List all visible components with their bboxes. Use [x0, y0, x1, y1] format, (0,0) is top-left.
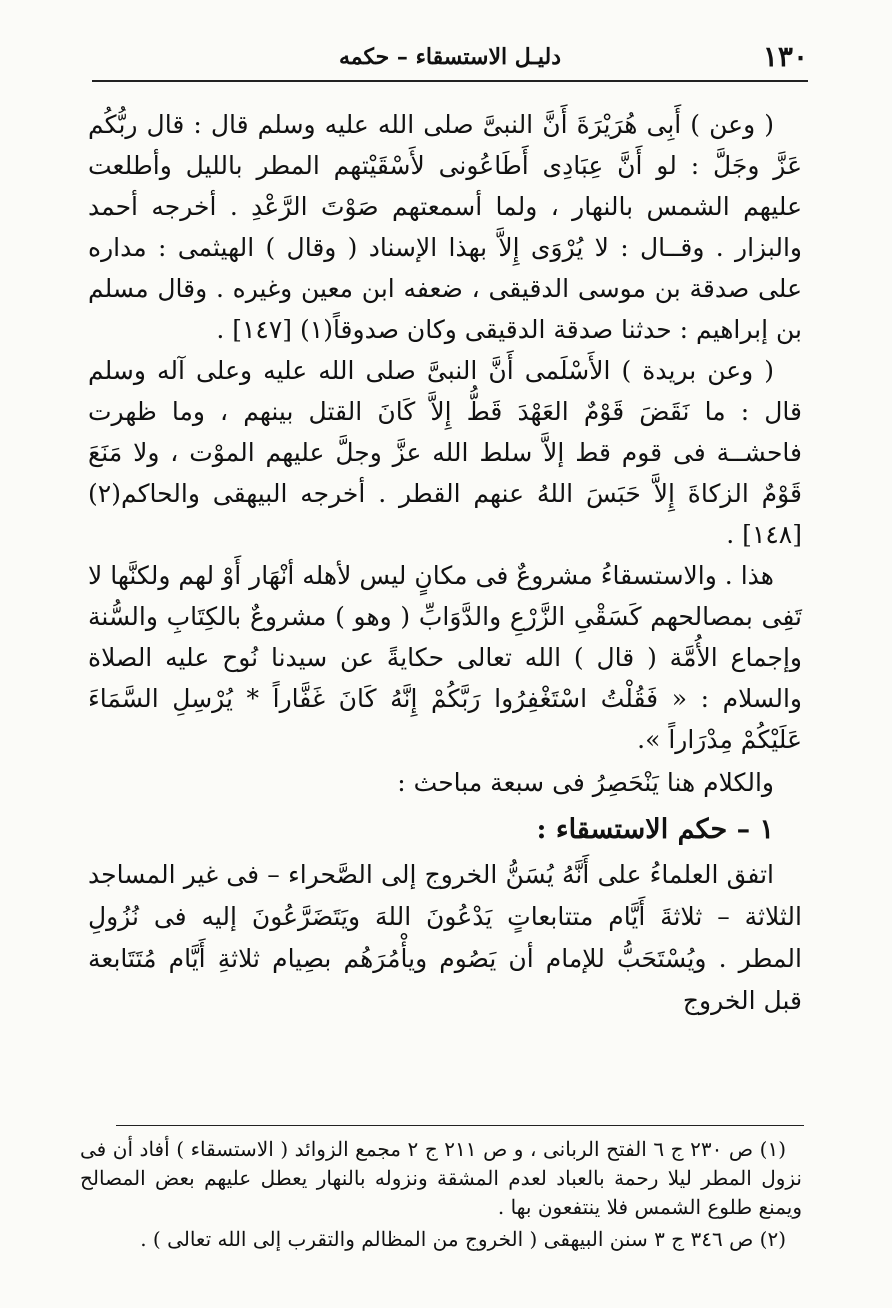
- section-heading-ruling: ١ – حكم الاستسقاء :: [536, 814, 774, 845]
- seven-topics-intro: والكلام هنا يَنْحَصِرُ فى سبعة مباحث :: [397, 768, 774, 797]
- footnote-divider: [116, 1125, 804, 1126]
- header-divider: [92, 80, 808, 82]
- running-title: دليـل الاستسقاء – حكمه: [338, 44, 562, 70]
- footnote-2: (٢) ص ٣٤٦ ج ٣ سنن البيهقى ( الخروج من المظالم والتقرب إلى الله تعالى ) .: [140, 1227, 786, 1251]
- paragraph-buraydah: ( وعن بريدة ) الأَسْلَمى أَنَّ النبىَّ صلى الله عليه وعلى آله وسلم قال : ما نَقَضَ قَوْمٌ العَهْدَ قَطُّ إِلاَّ كَانَ القتل بينهم ، وما ظهرت فاحشــة فى قوم قط إلاَّ سلط الله عزَّ وجلَّ عليهم الموْت ، ولا مَنَعَ قَوْمٌ الزكاةَ إِلاَّ حَبَسَ اللهُ عنهم القطر . أخرجه البيهقى والحاكم(٢) [١٤٨] .: [88, 356, 802, 549]
- paragraph-istisqa-legitimacy: هذا . والاستسقاءُ مشروعٌ فى مكانٍ ليس لأهله أنْهَار أَوْ لهم ولكنَّها لا تَفِى بمصالحهم كَسَقْىِ الزَّرْعِ والدَّوَابِّ ( وهو ) مشروعٌ بالكِتَابِ والسُّنة وإجماع الأُمَّة ( قال ) الله تعالى حكايةً عن سيدنا نُوح عليه الصلاة والسلام : « فَقُلْتُ اسْتَغْفِرُوا رَبَّكُمْ إِنَّهُ كَانَ غَفَّاراً * يُرْسِلِ السَّمَاءَ عَلَيْكُمْ مِدْرَاراً ».: [88, 561, 802, 754]
- footnotes: [80, 1135, 802, 1254]
- section-paragraph-ruling: اتفق العلماءُ على أَنَّهُ يُسَنُّ الخروج إلى الصَّحراء – فى غير المساجد الثلاثة – ثلاثةَ أَيَّام متتابعاتٍ يَدْعُونَ اللهَ ويَتَضَرَّعُونَ إليه فى نُزُولِ المطر . ويُسْتَحَبُّ للإمام أن يَصُوم ويأْمُرَهُم بصِيام ثلاثةِ أَيَّام مُتَتَابعة قبل الخروج: [88, 860, 802, 1015]
- main-text: [88, 104, 802, 1022]
- footnote-1: (١) ص ٢٣٠ ج ٦ الفتح الربانى ، و ص ٢١١ ج ٢ مجمع الزوائد ( الاستسقاء ) أفاد أن فى نزول المطر ليلا رحمة بالعباد لعدم المشقة ونزوله بالنهار يعطل عليهم بعض المصالح ويمنع طلوع الشمس فلا ينتفعون بها .: [80, 1137, 802, 1219]
- paragraph-abu-hurairah: ( وعن ) أَبِى هُرَيْرَةَ أَنَّ النبىَّ صلى الله عليه وسلم قال : قال ربُّكُم عَزَّ وجَلَّ : لو أَنَّ عِبَادِى أَطَاعُونى لأَسْقَيْتهم المطر بالليل وأطلعت عليهم الشمس بالنهار ، ولما أسمعتهم صَوْتَ الرَّعْدِ . أخرجه أحمد والبزار . وقــال : لا يُرْوَى إِلاَّ بهذا الإسناد ( وقال ) الهيثمى : مداره على صدقة بن موسى الدقيقى ، ضعفه ابن معين وغيره . وقال مسلم بن إبراهيم : حدثنا صدقة الدقيقى وكان صدوقاً(١) [١٤٧] .: [88, 110, 802, 344]
- page-header: [92, 40, 808, 80]
- page-number: ١٣٠: [762, 40, 808, 73]
